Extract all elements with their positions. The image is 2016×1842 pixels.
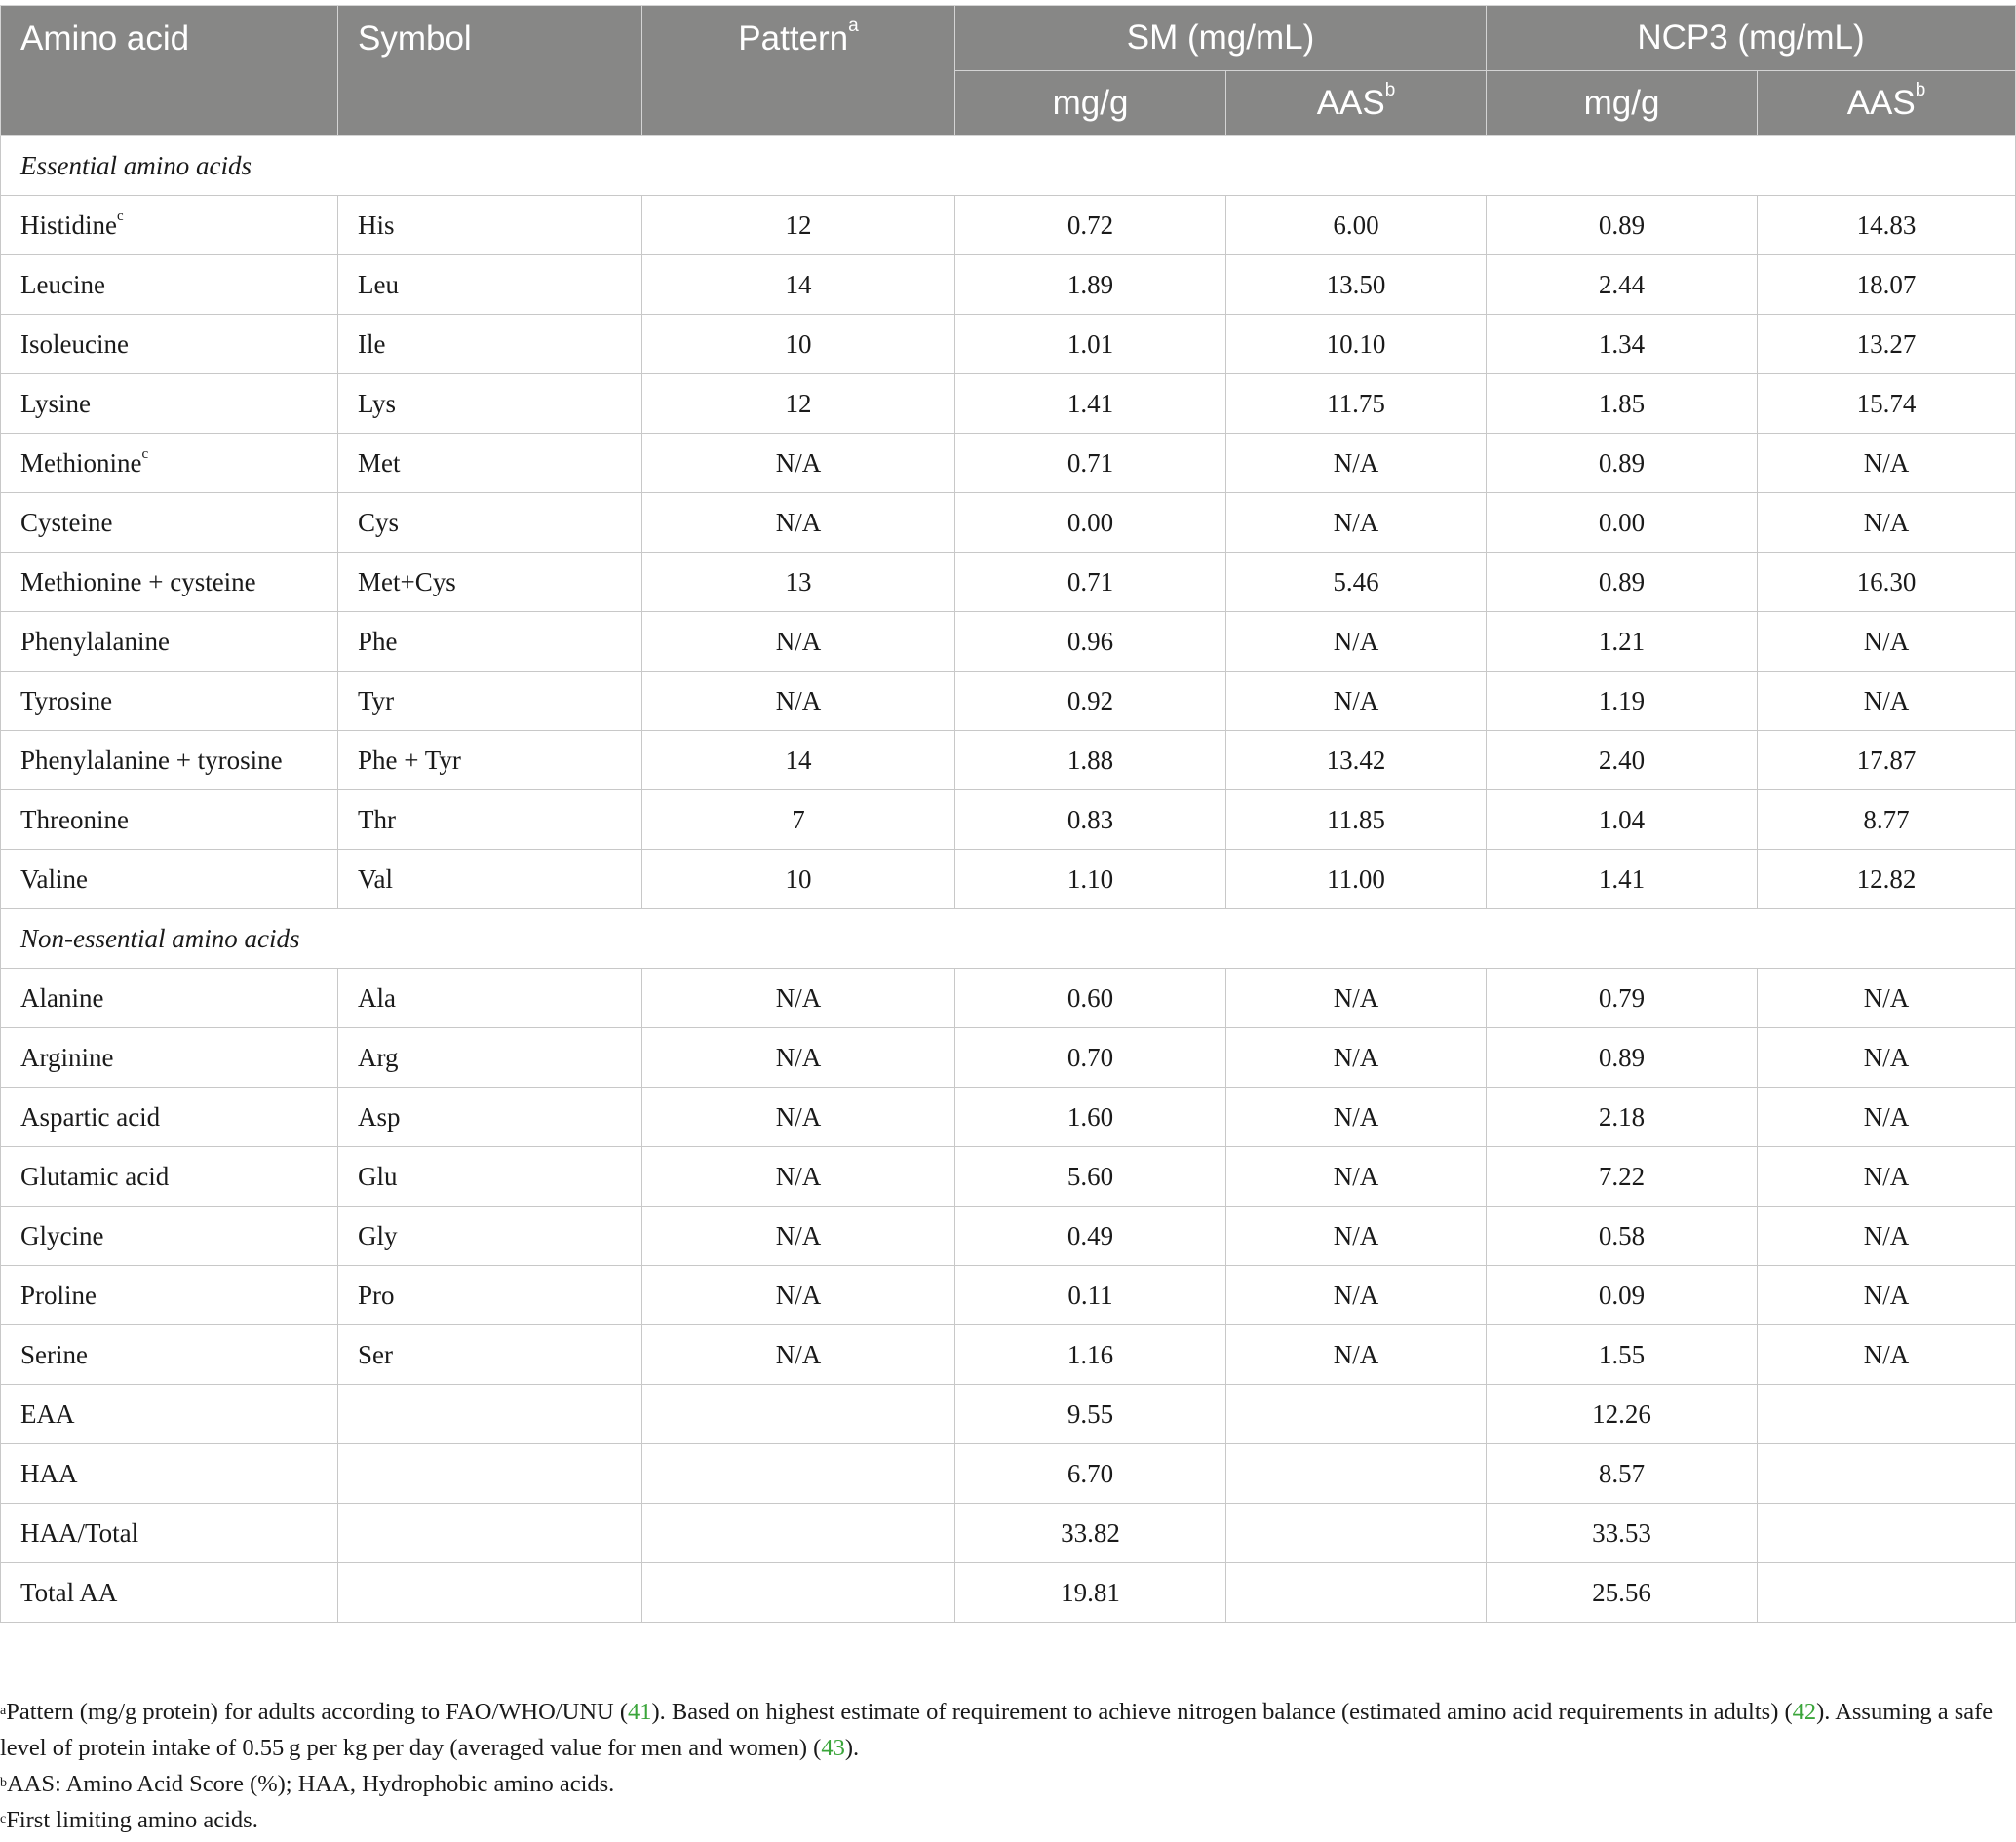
amino-acid-symbol: Pro [338,1266,642,1325]
summary-ncp3-aas-empty [1758,1385,2016,1444]
table-footnotes [0,1694,2008,1838]
amino-acid-name [1,1028,338,1088]
table-row [1,315,2016,374]
pattern-value: N/A [642,612,955,672]
header-sm-aas-footnote-mark: b [1384,80,1396,100]
table-body [1,136,2016,1623]
table-row [1,255,2016,315]
ncp3-mg-g-value: 7.22 [1487,1147,1758,1207]
sm-mg-g-value: 0.71 [955,434,1226,493]
pattern-value: N/A [642,1028,955,1088]
table-row [1,196,2016,255]
ncp3-aas-value: 13.27 [1758,315,2016,374]
amino-acid-symbol: Arg [338,1028,642,1088]
amino-acid-name [1,374,338,434]
sm-mg-g-value: 1.10 [955,850,1226,909]
pattern-value: 10 [642,850,955,909]
pattern-value: N/A [642,493,955,553]
ncp3-aas-value: 18.07 [1758,255,2016,315]
sm-mg-g-value: 0.72 [955,196,1226,255]
amino-acid-table-container [0,5,2015,1623]
amino-acid-name-text: Proline [20,1280,97,1310]
amino-acid-name-text: Isoleucine [20,328,129,359]
sm-mg-g-value: 0.71 [955,553,1226,612]
summary-ncp3-aas-empty [1758,1444,2016,1504]
amino-acid-name [1,1207,338,1266]
header-ncp3-group: NCP3 (mg/mL) [1487,6,2016,71]
sm-mg-g-value: 0.11 [955,1266,1226,1325]
amino-acid-name-text: Alanine [20,982,104,1013]
ncp3-aas-value: N/A [1758,493,2016,553]
ncp3-mg-g-value: 2.44 [1487,255,1758,315]
amino-acid-name-text: Tyrosine [20,685,113,715]
summary-ncp3-mg-g-value: 8.57 [1487,1444,1758,1504]
sm-mg-g-value: 0.00 [955,493,1226,553]
amino-acid-symbol: Leu [338,255,642,315]
amino-acid-symbol: Gly [338,1207,642,1266]
sm-aas-value: N/A [1226,1325,1487,1385]
amino-acid-name [1,255,338,315]
section-label-essential: Essential amino acids [1,136,2016,196]
amino-acid-symbol: Thr [338,790,642,850]
ncp3-aas-value: N/A [1758,1266,2016,1325]
amino-acid-name [1,493,338,553]
amino-acid-name [1,790,338,850]
amino-acid-symbol: Val [338,850,642,909]
pattern-value: N/A [642,1147,955,1207]
ncp3-aas-value: 17.87 [1758,731,2016,790]
amino-acid-symbol: Glu [338,1147,642,1207]
ncp3-mg-g-value: 0.89 [1487,196,1758,255]
footnote-b-text: AAS: Amino Acid Score (%); HAA, Hydrophobic amino acids. [7,1771,615,1797]
summary-ncp3-mg-g-value: 33.53 [1487,1504,1758,1563]
amino-acid-symbol: Asp [338,1088,642,1147]
footnote-a-mark: a [0,1704,7,1718]
amino-acid-symbol: Ser [338,1325,642,1385]
ncp3-aas-value: 15.74 [1758,374,2016,434]
ncp3-aas-value: N/A [1758,1028,2016,1088]
table-row [1,493,2016,553]
ncp3-aas-value: N/A [1758,969,2016,1028]
summary-ncp3-aas-empty [1758,1504,2016,1563]
summary-pattern-empty [642,1563,955,1623]
summary-pattern-empty [642,1504,955,1563]
ncp3-aas-value: N/A [1758,1147,2016,1207]
pattern-value: N/A [642,969,955,1028]
pattern-value: N/A [642,1088,955,1147]
summary-label: HAA/Total [1,1504,338,1563]
summary-sm-mg-g-value: 33.82 [955,1504,1226,1563]
ncp3-aas-value: 12.82 [1758,850,2016,909]
summary-row [1,1504,2016,1563]
amino-acid-name [1,434,338,493]
sm-mg-g-value: 1.41 [955,374,1226,434]
amino-acid-name-text: Phenylalanine [20,626,170,656]
summary-row [1,1444,2016,1504]
footnote-a-text-4: ). [844,1735,860,1761]
ncp3-mg-g-value: 1.19 [1487,672,1758,731]
summary-pattern-empty [642,1444,955,1504]
sm-mg-g-value: 0.60 [955,969,1226,1028]
header-pattern [642,6,955,136]
limiting-footnote-mark: c [141,445,149,462]
sm-aas-value: 13.50 [1226,255,1487,315]
ncp3-mg-g-value: 0.09 [1487,1266,1758,1325]
reference-link-42[interactable]: 42 [1792,1699,1817,1725]
sm-aas-value: 11.85 [1226,790,1487,850]
amino-acid-name-text: Methionine [20,447,142,478]
sm-aas-value: N/A [1226,434,1487,493]
amino-acid-symbol: His [338,196,642,255]
sm-aas-value: 5.46 [1226,553,1487,612]
amino-acid-symbol: Tyr [338,672,642,731]
table-row [1,374,2016,434]
amino-acid-name [1,1266,338,1325]
amino-acid-symbol: Phe + Tyr [338,731,642,790]
summary-symbol-empty [338,1444,642,1504]
summary-symbol-empty [338,1504,642,1563]
ncp3-mg-g-value: 1.55 [1487,1325,1758,1385]
sm-mg-g-value: 1.60 [955,1088,1226,1147]
pattern-value: N/A [642,1207,955,1266]
sm-aas-value: 10.10 [1226,315,1487,374]
table-row [1,1266,2016,1325]
sm-mg-g-value: 1.01 [955,315,1226,374]
pattern-value: N/A [642,1325,955,1385]
header-ncp3-mg-g: mg/g [1487,71,1758,136]
footnote-c [0,1802,2008,1838]
summary-ncp3-mg-g-value: 25.56 [1487,1563,1758,1623]
ncp3-aas-value: 8.77 [1758,790,2016,850]
amino-acid-name-text: Serine [20,1339,88,1369]
limiting-footnote-mark: c [117,208,124,224]
amino-acid-name [1,1147,338,1207]
table-row [1,1028,2016,1088]
ncp3-mg-g-value: 1.85 [1487,374,1758,434]
amino-acid-name [1,1325,338,1385]
ncp3-mg-g-value: 1.34 [1487,315,1758,374]
amino-acid-name-text: Glycine [20,1220,104,1250]
summary-label: Total AA [1,1563,338,1623]
amino-acid-name [1,553,338,612]
header-row-1 [1,6,2016,71]
ncp3-mg-g-value: 0.89 [1487,1028,1758,1088]
ncp3-mg-g-value: 0.00 [1487,493,1758,553]
summary-label: EAA [1,1385,338,1444]
table-row [1,1325,2016,1385]
amino-acid-name-text: Arginine [20,1042,114,1072]
table-row [1,434,2016,493]
sm-aas-value: 13.42 [1226,731,1487,790]
ncp3-mg-g-value: 0.89 [1487,553,1758,612]
section-label-non-essential: Non-essential amino acids [1,909,2016,969]
section-row-non-essential [1,909,2016,969]
sm-mg-g-value: 1.88 [955,731,1226,790]
table-row [1,790,2016,850]
amino-acid-name-text: Leucine [20,269,105,299]
ncp3-aas-value: N/A [1758,1325,2016,1385]
summary-sm-aas-empty [1226,1563,1487,1623]
amino-acid-symbol: Phe [338,612,642,672]
footnote-b-mark: b [0,1776,7,1790]
sm-mg-g-value: 0.70 [955,1028,1226,1088]
sm-mg-g-value: 1.16 [955,1325,1226,1385]
footnote-b [0,1766,2008,1802]
footnote-a [0,1694,2008,1766]
summary-sm-mg-g-value: 9.55 [955,1385,1226,1444]
pattern-value: 12 [642,196,955,255]
table-row [1,969,2016,1028]
amino-acid-name-text: Threonine [20,804,129,834]
table-header [1,6,2016,136]
header-sm-aas [1226,71,1487,136]
sm-mg-g-value: 0.92 [955,672,1226,731]
amino-acid-name-text: Aspartic acid [20,1101,161,1132]
amino-acid-symbol: Cys [338,493,642,553]
summary-row [1,1385,2016,1444]
amino-acid-symbol: Met+Cys [338,553,642,612]
header-pattern-label: Pattern [738,19,849,58]
table-row [1,850,2016,909]
amino-acid-name [1,969,338,1028]
amino-acid-name-text: Phenylalanine + tyrosine [20,745,283,775]
header-amino-acid: Amino acid [1,6,338,136]
pattern-value: N/A [642,1266,955,1325]
ncp3-mg-g-value: 0.58 [1487,1207,1758,1266]
sm-aas-value: N/A [1226,969,1487,1028]
table-row [1,731,2016,790]
table-row [1,612,2016,672]
ncp3-mg-g-value: 2.40 [1487,731,1758,790]
summary-label: HAA [1,1444,338,1504]
pattern-value: 7 [642,790,955,850]
ncp3-aas-value: 16.30 [1758,553,2016,612]
sm-aas-value: N/A [1226,672,1487,731]
header-ncp3-aas-footnote-mark: b [1915,80,1926,100]
amino-acid-name [1,1088,338,1147]
header-sm-aas-label: AAS [1316,84,1385,122]
sm-aas-value: 6.00 [1226,196,1487,255]
footnote-a-text-3: ). Assuming a safe level of protein intake of 0.55 g per kg per day (averaged value for men and women) ( [0,1699,1994,1761]
amino-acid-name [1,731,338,790]
ncp3-mg-g-value: 1.04 [1487,790,1758,850]
sm-aas-value: N/A [1226,1088,1487,1147]
footnote-c-mark: c [0,1812,7,1826]
pattern-value: 10 [642,315,955,374]
amino-acid-name-text: Methionine + cysteine [20,566,256,596]
sm-mg-g-value: 0.83 [955,790,1226,850]
ncp3-mg-g-value: 0.89 [1487,434,1758,493]
amino-acid-name-text: Valine [20,863,88,894]
pattern-value: 14 [642,255,955,315]
ncp3-aas-value: N/A [1758,434,2016,493]
amino-acid-symbol: Ile [338,315,642,374]
amino-acid-name [1,850,338,909]
section-row-essential [1,136,2016,196]
pattern-value: 12 [642,374,955,434]
amino-acid-name-text: Cysteine [20,507,113,537]
amino-acid-name [1,196,338,255]
amino-acid-name [1,672,338,731]
ncp3-aas-value: N/A [1758,612,2016,672]
sm-aas-value: N/A [1226,1147,1487,1207]
summary-sm-aas-empty [1226,1504,1487,1563]
header-sm-mg-g: mg/g [955,71,1226,136]
summary-pattern-empty [642,1385,955,1444]
sm-aas-value: N/A [1226,1207,1487,1266]
summary-sm-mg-g-value: 19.81 [955,1563,1226,1623]
pattern-value: N/A [642,434,955,493]
ncp3-mg-g-value: 1.21 [1487,612,1758,672]
amino-acid-table [0,5,2016,1623]
ncp3-aas-value: N/A [1758,1088,2016,1147]
sm-mg-g-value: 5.60 [955,1147,1226,1207]
amino-acid-name-text: Glutamic acid [20,1161,170,1191]
summary-symbol-empty [338,1385,642,1444]
reference-link-41[interactable]: 41 [627,1699,652,1725]
sm-mg-g-value: 1.89 [955,255,1226,315]
table-row [1,1207,2016,1266]
ncp3-aas-value: 14.83 [1758,196,2016,255]
summary-symbol-empty [338,1563,642,1623]
sm-aas-value: N/A [1226,493,1487,553]
table-row [1,1147,2016,1207]
amino-acid-name [1,315,338,374]
pattern-value: 13 [642,553,955,612]
amino-acid-name-text: Lysine [20,388,91,418]
footnote-a-text-1: Pattern (mg/g protein) for adults according to FAO/WHO/UNU ( [6,1699,628,1725]
ncp3-mg-g-value: 2.18 [1487,1088,1758,1147]
sm-aas-value: N/A [1226,612,1487,672]
header-sm-group: SM (mg/mL) [955,6,1487,71]
footnote-a-text-2: ). Based on highest estimate of requirement to achieve nitrogen balance (estimated amino acid requirements in adults) ( [651,1699,1793,1725]
table-row [1,672,2016,731]
summary-sm-aas-empty [1226,1444,1487,1504]
summary-row [1,1563,2016,1623]
ncp3-mg-g-value: 1.41 [1487,850,1758,909]
footnote-c-text: First limiting amino acids. [6,1807,258,1833]
ncp3-mg-g-value: 0.79 [1487,969,1758,1028]
amino-acid-symbol: Ala [338,969,642,1028]
summary-sm-aas-empty [1226,1385,1487,1444]
header-symbol: Symbol [338,6,642,136]
amino-acid-name-text: Histidine [20,210,117,240]
header-ncp3-aas [1758,71,2016,136]
ncp3-aas-value: N/A [1758,672,2016,731]
pattern-value: 14 [642,731,955,790]
table-row [1,1088,2016,1147]
amino-acid-name [1,612,338,672]
sm-aas-value: 11.00 [1226,850,1487,909]
sm-mg-g-value: 0.49 [955,1207,1226,1266]
sm-aas-value: 11.75 [1226,374,1487,434]
summary-ncp3-mg-g-value: 12.26 [1487,1385,1758,1444]
amino-acid-symbol: Lys [338,374,642,434]
summary-sm-mg-g-value: 6.70 [955,1444,1226,1504]
amino-acid-symbol: Met [338,434,642,493]
sm-aas-value: N/A [1226,1266,1487,1325]
reference-link-43[interactable]: 43 [821,1735,845,1761]
pattern-value: N/A [642,672,955,731]
header-ncp3-aas-label: AAS [1846,84,1916,122]
ncp3-aas-value: N/A [1758,1207,2016,1266]
header-pattern-footnote-mark: a [848,16,859,36]
sm-aas-value: N/A [1226,1028,1487,1088]
summary-ncp3-aas-empty [1758,1563,2016,1623]
table-row [1,553,2016,612]
sm-mg-g-value: 0.96 [955,612,1226,672]
